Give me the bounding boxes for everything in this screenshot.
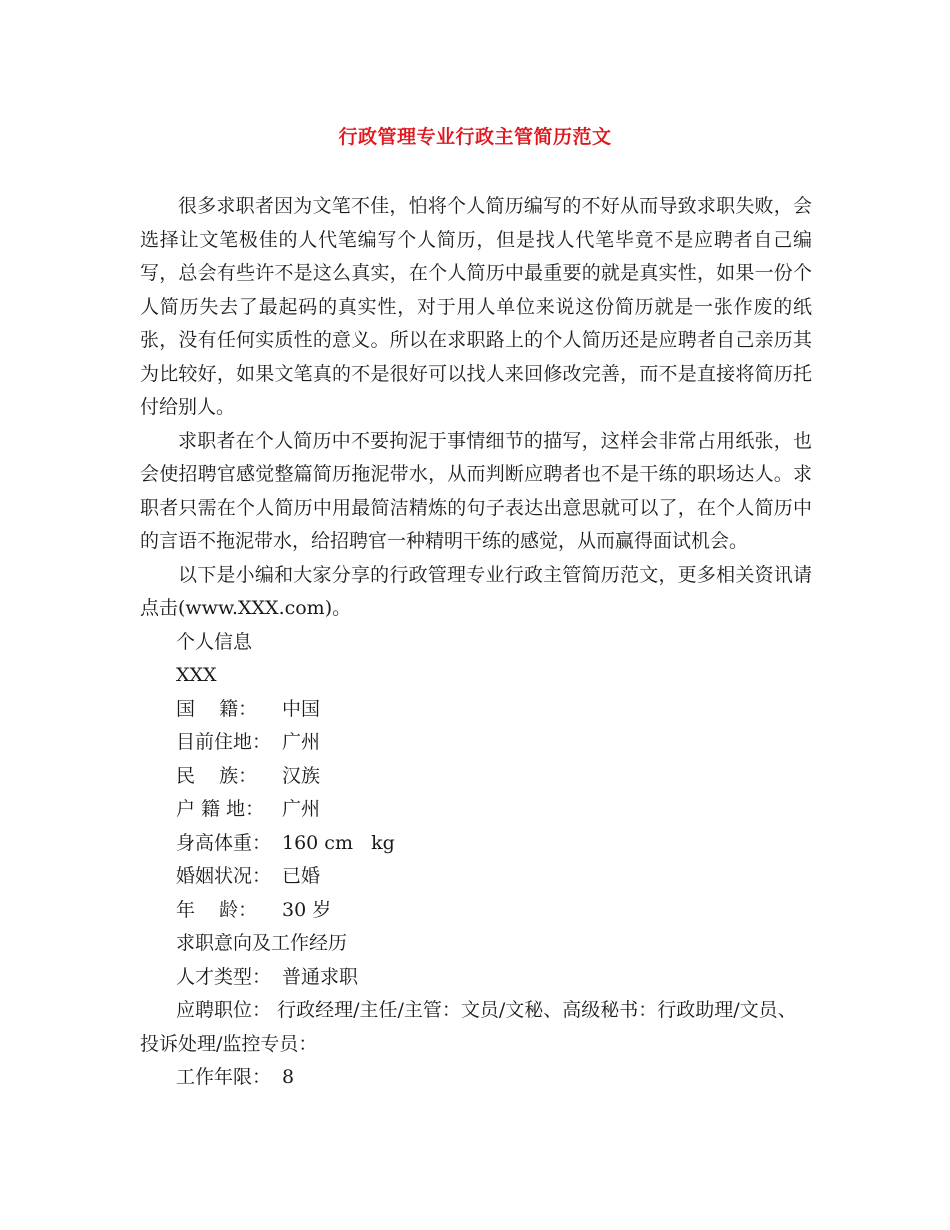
- field-label: 身高体重：: [176, 831, 272, 854]
- document-body: [140, 190, 812, 1095]
- field-ethnicity: [140, 760, 812, 794]
- job-intention-heading: 求职意向及工作经历: [176, 932, 348, 954]
- field-value: 普通求职: [282, 965, 359, 988]
- field-label: 民 族：: [176, 764, 258, 787]
- field-value: 广州: [282, 798, 321, 820]
- intro-paragraph-2: 求职者在个人简历中不要拘泥于事情细节的描写，这样会非常占用纸张，也会使招聘官感觉整篇简历拖泥带水，从而判断应聘者也不是干练的职场达人。求职者只需在个人简历中用最简洁精炼的句子表达出意思就可以了，在个人简历中的言语不拖泥带水，给招聘官一种精明干练的感觉，从而赢得面试机会。: [140, 429, 812, 552]
- field-value: 160 cm kg: [282, 831, 395, 854]
- field-label: 目前住地：: [176, 731, 272, 753]
- field-label: 工作年限：: [176, 1066, 272, 1088]
- field-nationality: [140, 693, 812, 727]
- field-label: 户 籍 地：: [176, 798, 265, 820]
- field-label: 婚姻状况：: [176, 865, 272, 887]
- field-value: 中国: [282, 697, 321, 720]
- field-label: 人才类型：: [176, 965, 272, 988]
- field-residence: [140, 726, 812, 760]
- field-talent-type: [140, 961, 812, 995]
- field-value: 8: [282, 1066, 295, 1088]
- field-marital-status: [140, 860, 812, 894]
- field-value: 30 岁: [282, 898, 332, 921]
- personal-info-heading: 个人信息: [176, 630, 253, 653]
- field-label: 年 龄：: [176, 898, 258, 921]
- field-hukou: [140, 793, 812, 827]
- field-label: 应聘职位：: [176, 999, 272, 1021]
- field-position: [140, 994, 812, 1061]
- field-label: 国 籍：: [176, 697, 258, 720]
- field-value: 已婚: [282, 865, 321, 887]
- field-value: 广州: [282, 731, 321, 753]
- intro-paragraph-1: 很多求职者因为文笔不佳，怕将个人简历编写的不好从而导致求职失败，会选择让文笔极佳的人代笔编写个人简历，但是找人代笔毕竟不是应聘者自己编写，总会有些许不是这么真实，在个人简历中最重要的就是真实性，如果一份个人简历失去了最起码的真实性，对于用人单位来说这份简历就是一张作废的纸张，没有任何实质性的意义。所以在求职路上的个人简历还是应聘者自己亲历其为比较好，如果文笔真的不是很好可以找人来回修改完善，而不是直接将简历托付给别人。: [140, 195, 812, 418]
- document-title: 行政管理专业行政主管简历范文: [338, 126, 612, 148]
- field-value: 汉族: [282, 764, 321, 787]
- applicant-name: XXX: [176, 664, 217, 686]
- field-height-weight: [140, 827, 812, 861]
- field-age: [140, 894, 812, 928]
- intro-paragraph-3: 以下是小编和大家分享的行政管理专业行政主管简历范文，更多相关资讯请点击(www.XXX.com)。: [140, 563, 812, 619]
- field-work-years: [140, 1061, 812, 1095]
- field-value: 行政经理/主任/主管：文员/文秘、高级秘书：行政助理/文员、投诉处理/监控专员：: [140, 999, 797, 1055]
